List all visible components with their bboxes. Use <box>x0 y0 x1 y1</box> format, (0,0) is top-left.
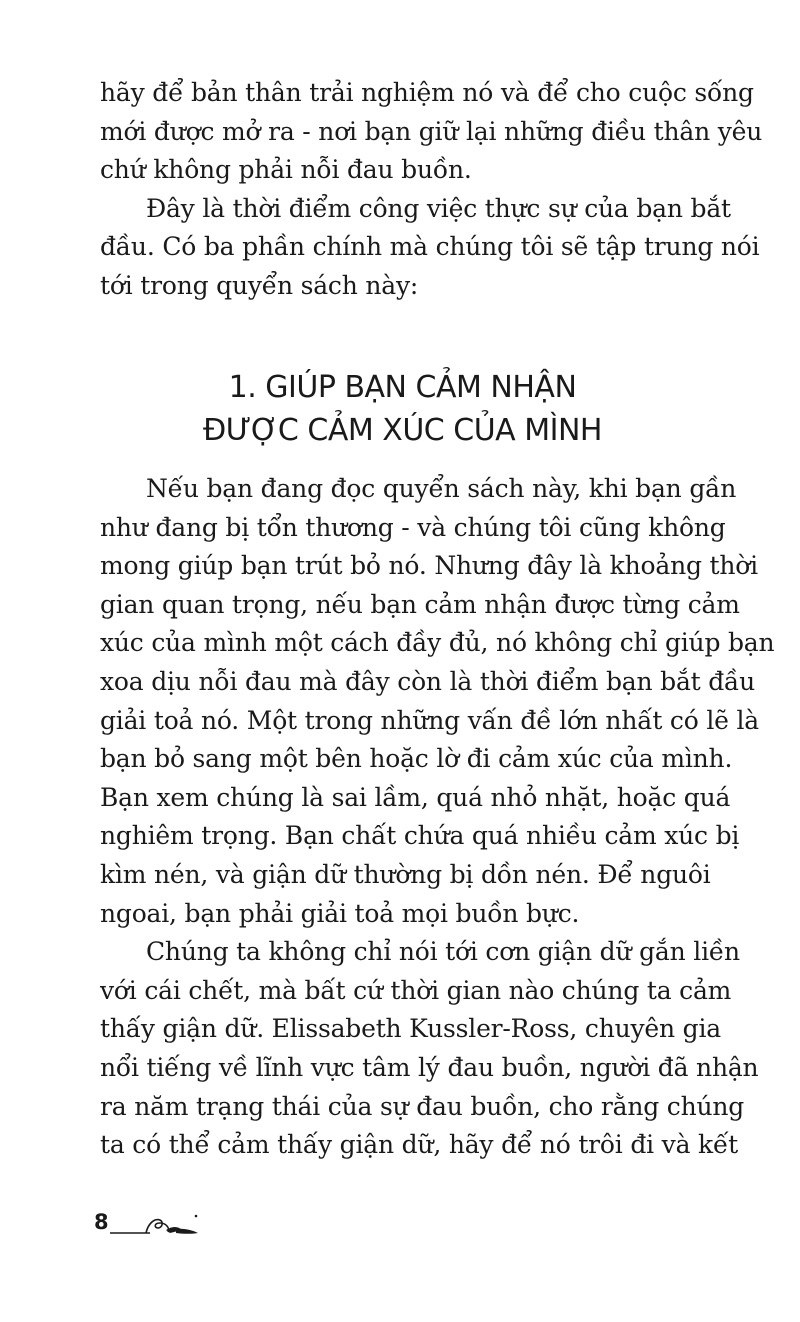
text-line: Nếu bạn đang đọc quyển sách này, khi bạn gần <box>146 474 737 503</box>
text-line: gian quan trọng, nếu bạn cảm nhận được từng cảm <box>100 589 740 619</box>
text-line: xúc của mình một cách đầy đủ, nó không chỉ giúp bạn <box>100 628 775 658</box>
page-footer <box>94 1204 214 1244</box>
section-heading <box>100 366 705 452</box>
page-number: 8 <box>94 1210 109 1234</box>
flourish-icon <box>108 1204 208 1240</box>
text-line: thấy giận dữ. Elissabeth Kussler-Ross, chuyên gia <box>100 1014 721 1044</box>
text-line: kìm nén, và giận dữ thường bị dồn nén. Để nguôi <box>100 859 711 889</box>
text-line: xoa dịu nỗi đau mà đây còn là thời điểm bạn bắt đầu <box>100 666 756 696</box>
text-line: nổi tiếng về lĩnh vực tâm lý đau buồn, người đã nhận <box>100 1052 759 1082</box>
text-line: Chúng ta không chỉ nói tới cơn giận dữ gắn liền <box>146 937 740 967</box>
text-line: Bạn xem chúng là sai lầm, quá nhỏ nhặt, hoặc quá <box>100 782 731 812</box>
text-line: giải toả nó. Một trong những vấn đề lớn nhất có lẽ là <box>100 705 759 735</box>
text-line: hãy để bản thân trải nghiệm nó và để cho cuộc sống <box>100 78 754 107</box>
text-line: đầu. Có ba phần chính mà chúng tôi sẽ tập trung nói <box>100 232 760 262</box>
body-text <box>100 470 775 1165</box>
text-line: bạn bỏ sang một bên hoặc lờ đi cảm xúc của mình. <box>100 744 733 774</box>
text-line: Đây là thời điểm công việc thực sự của bạn bắt <box>146 193 731 223</box>
intro-text <box>100 74 763 306</box>
text-line: tới trong quyển sách này: <box>100 270 419 300</box>
text-line: như đang bị tổn thương - và chúng tôi cũng không <box>100 512 726 542</box>
text-line: ra năm trạng thái của sự đau buồn, cho rằng chúng <box>100 1091 745 1121</box>
text-line: mong giúp bạn trút bỏ nó. Nhưng đây là khoảng thời <box>100 551 758 581</box>
text-line: ngoai, bạn phải giải toả mọi buồn bực. <box>100 898 580 928</box>
text-line: mới được mở ra - nơi bạn giữ lại những điều thân yêu <box>100 116 763 146</box>
text-line: chứ không phải nỗi đau buồn. <box>100 155 472 185</box>
text-line: nghiêm trọng. Bạn chất chứa quá nhiều cảm xúc bị <box>100 821 740 851</box>
heading-line: 1. GIÚP BẠN CẢM NHẬN <box>228 370 577 405</box>
text-line: ta có thể cảm thấy giận dữ, hãy để nó trôi đi và kết <box>100 1130 739 1160</box>
text-line: với cái chết, mà bất cứ thời gian nào chúng ta cảm <box>100 975 732 1005</box>
heading-line: ĐƯỢC CẢM XÚC CỦA MÌNH <box>203 413 602 448</box>
